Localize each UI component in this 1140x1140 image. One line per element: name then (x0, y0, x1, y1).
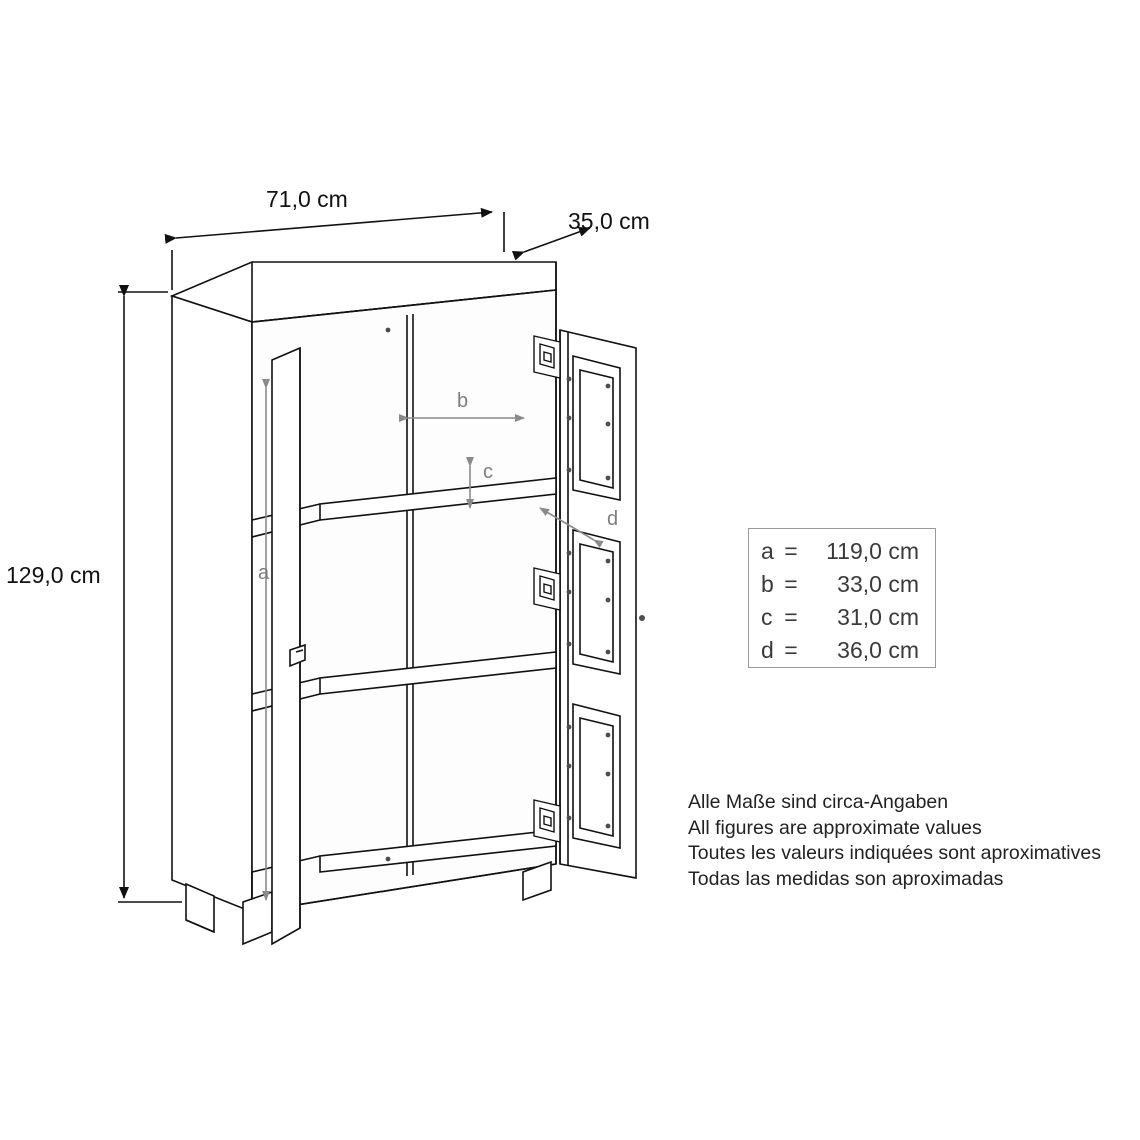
legend-row (749, 568, 935, 601)
note-line-es: Todas las medidas son aproximadas (688, 867, 1004, 890)
legend-value: 36,0 cm (837, 637, 919, 663)
legend-key: c (761, 604, 773, 630)
note-line-en: All figures are approximate values (688, 816, 982, 839)
approximate-values-notes (688, 790, 1108, 892)
legend-row (749, 535, 935, 568)
legend-key: b (761, 571, 774, 597)
legend-key: a (761, 538, 774, 564)
note-line-fr: Toutes les valeurs indiquées sont aproximatives (688, 842, 1101, 864)
letter-label-d: d (607, 508, 619, 530)
legend-value: 119,0 cm (826, 538, 919, 564)
width-dimension-label: 71,0 cm (266, 186, 348, 212)
note-line-de: Alle Maße sind circa-Angaben (688, 791, 949, 813)
legend-row (749, 634, 935, 667)
legend-equals: = (784, 604, 798, 630)
cabinet-body (172, 262, 636, 944)
letter-label-c: c (483, 461, 493, 483)
legend-value: 33,0 cm (837, 571, 919, 597)
depth-dimension-label: 35,0 cm (568, 208, 650, 234)
letter-label-b: b (457, 390, 469, 412)
letter-label-a: a (258, 562, 270, 584)
legend-value: 31,0 cm (837, 604, 919, 630)
legend-equals: = (784, 571, 798, 597)
legend-key: d (761, 637, 774, 663)
legend-row (749, 601, 935, 634)
legend-equals: = (784, 538, 798, 564)
legend-equals: = (784, 637, 798, 663)
height-dimension-label: 129,0 cm (6, 562, 101, 588)
dimension-legend (748, 528, 936, 668)
